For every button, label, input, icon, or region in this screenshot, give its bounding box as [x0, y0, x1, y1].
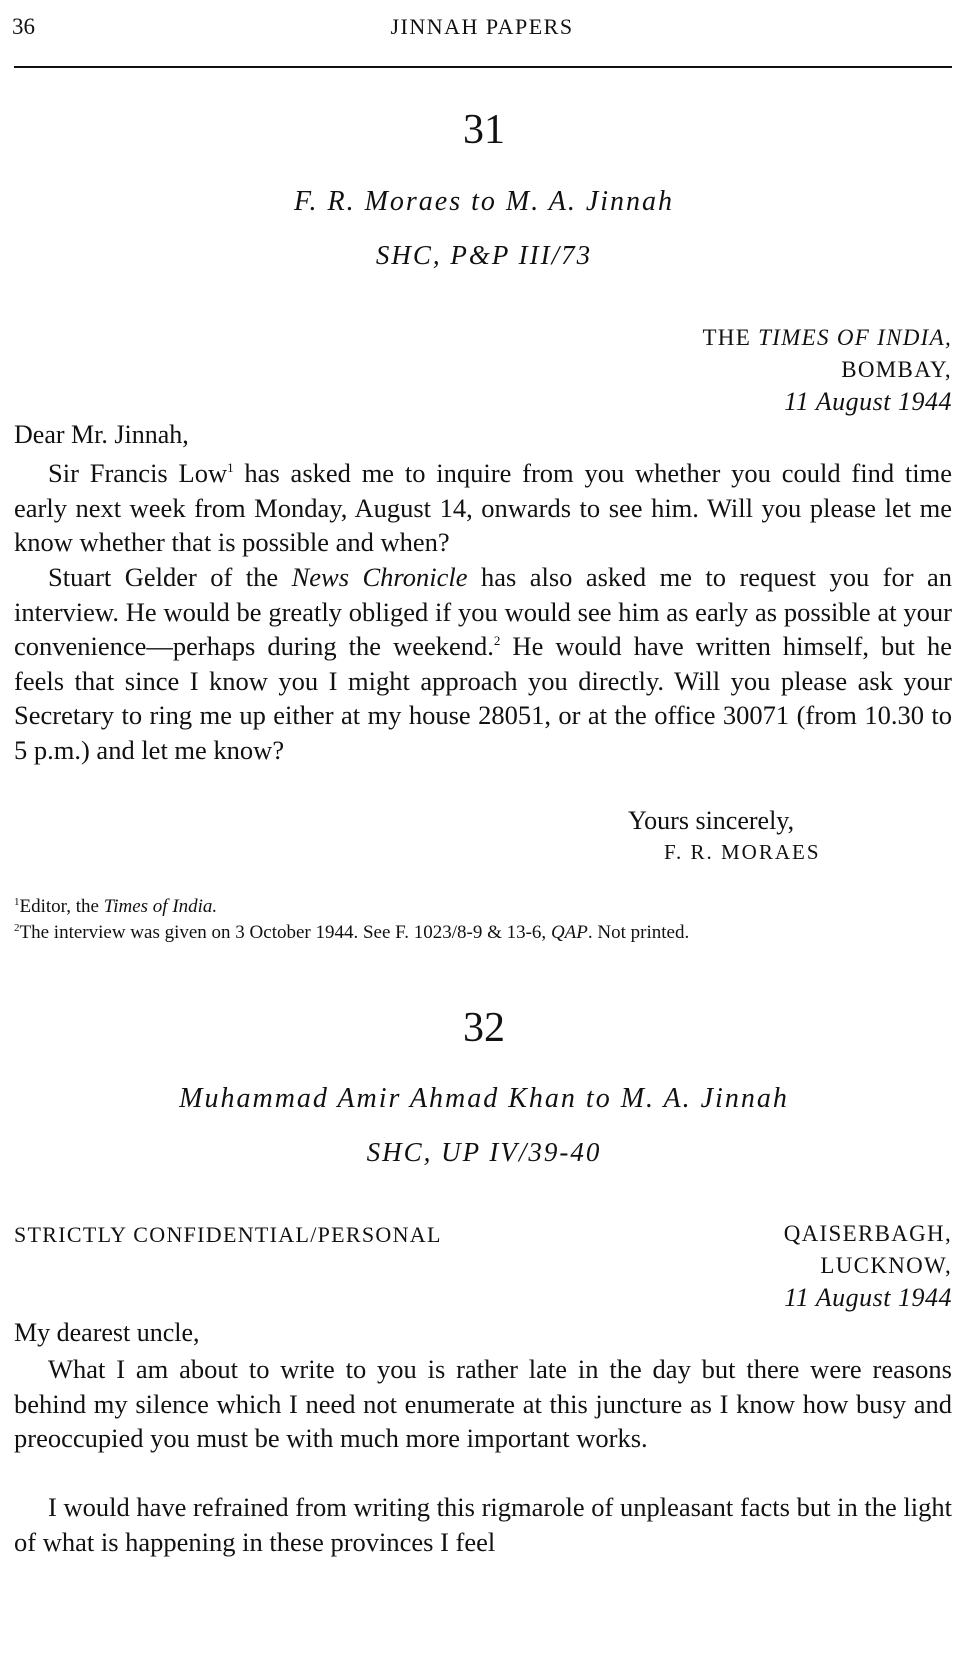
footnote-2: $^2$The interview was given on 3 October 1944. See F. 1023/8-9 & 13-6, QAP. Not printed. [14, 922, 690, 943]
running-head [12, 14, 952, 42]
page-number: 36 [12, 14, 35, 39]
document-source-31: SHC, P&P III/73 [375, 240, 593, 270]
address-line-1: THE TIMES OF INDIA, [702, 325, 952, 350]
document-number-31: 31 [463, 107, 505, 153]
address-line-1: QAISERBAGH, [783, 1221, 952, 1246]
paragraph-31-1: Sir Francis Low$^1$ has asked me to inquire from you whether you could find time early next week from Monday, August 14, onwards to see him. Will you please let me know whether that is possible and when? [14, 458, 953, 557]
document-title-32: Muhammad Amir Ahmad Khan to M. A. Jinnah [179, 1083, 789, 1114]
footnote-ref-2: 2 [493, 633, 501, 648]
document-title-31: F. R. Moraes to M. A. Jinnah [293, 186, 675, 217]
address-line-2: LUCKNOW, [820, 1253, 952, 1278]
paragraph-32-1: What I am about to write to you is rather late in the day but there were reasons behind my silence which I need not enumerate at this juncture as I know how busy and preoccupied you must be with much more important works. [14, 1354, 952, 1453]
address-line-2: BOMBAY, [841, 357, 952, 382]
signature-31: F. R. MORAES [664, 840, 821, 864]
salutation-32: My dearest uncle, [14, 1318, 200, 1347]
letter-date-31: 11 August 1944 [784, 387, 952, 416]
sender-address-31 [702, 322, 952, 418]
document-source-32: SHC, UP IV/39-40 [366, 1137, 602, 1167]
paragraph-31-2: Stuart Gelder of the News Chronicle has also asked me to request you for an interview. He would be greatly obliged if you would see him as early as possible at your convenience—perhaps during the weekend.$^2$ He would have written himself, but he feels that since I know you I might approach you directly. Will you please ask your Secretary to ring me up either at my house 28051, or at the office 30071 (from 10.30 to 5 p.m.) and let me know? [14, 562, 952, 765]
footnote-1: $^1$Editor, the Times of India. [14, 896, 218, 917]
paragraph-32-2: I would have refrained from writing this rigmarole of unpleasant facts but in the light of what is happening in these provinces I feel [14, 1492, 952, 1557]
header-rule [14, 66, 952, 68]
book-title: JINNAH PAPERS [390, 14, 574, 39]
salutation-31: Dear Mr. Jinnah, [14, 420, 189, 449]
letter-date-32: 11 August 1944 [784, 1283, 952, 1312]
document-number-32: 32 [463, 1005, 505, 1051]
closing-31: Yours sincerely, [628, 806, 795, 835]
classification-label: STRICTLY CONFIDENTIAL/PERSONAL [14, 1222, 442, 1247]
footnote-ref-1: 1 [227, 460, 234, 475]
sender-address-32 [784, 1218, 952, 1314]
